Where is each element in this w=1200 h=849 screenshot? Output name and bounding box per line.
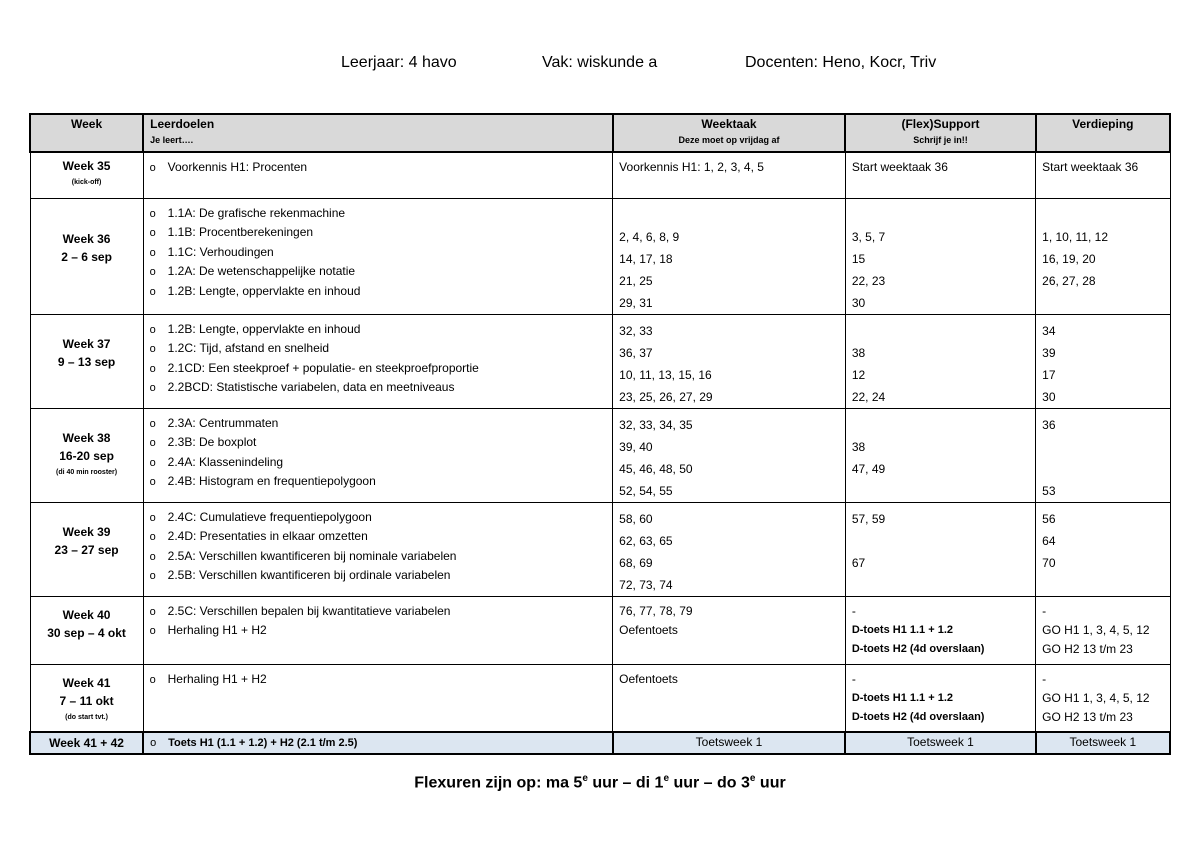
verdieping-cell <box>1036 314 1170 408</box>
verdieping-line <box>1042 292 1163 314</box>
week-dates: 2 – 6 sep <box>61 250 112 264</box>
week-note: (kick-off) <box>71 178 102 186</box>
week-label: Week 38 <box>62 430 111 445</box>
table-row <box>30 596 1170 664</box>
support-line: 38 <box>851 439 866 454</box>
table-row <box>30 408 1170 502</box>
goals-cell <box>143 664 613 732</box>
task-line: 14, 17, 18 <box>619 251 673 266</box>
goal-text: 2.5C: Verschillen bepalen bij kwantitatieve variabelen <box>167 603 451 618</box>
col-header-leerdoelen-title: Leerdoelen <box>150 117 215 131</box>
support-line <box>852 414 1029 436</box>
goal-item <box>150 320 607 340</box>
goal-item <box>150 621 607 641</box>
goals-cell <box>143 152 613 198</box>
task-line: 32, 33, 34, 35 <box>619 417 693 432</box>
goal-text: 2.5A: Verschillen kwantificeren bij nominale variabelen <box>167 548 457 563</box>
table-row <box>30 314 1170 408</box>
week-dates: 9 – 13 sep <box>57 355 116 369</box>
verdieping-line <box>1042 458 1163 480</box>
week-label: Week 40 <box>62 607 111 622</box>
support-line <box>852 480 1029 502</box>
goal-item <box>150 359 607 379</box>
goal-text: 2.3A: Centrummaten <box>167 415 279 430</box>
verdieping-line: GO H2 13 t/m 23 <box>1042 709 1133 724</box>
col-header-leerdoelen <box>143 114 613 152</box>
goal-item <box>150 602 607 622</box>
task-cell <box>613 152 846 198</box>
week-cell <box>30 664 143 732</box>
task-cell <box>613 664 846 732</box>
support-line: - <box>851 671 856 686</box>
verdieping-line <box>1042 436 1163 458</box>
verdieping-line: 56 <box>1042 511 1056 526</box>
goals-list <box>150 508 607 586</box>
task-line: 45, 46, 48, 50 <box>619 461 693 476</box>
goals-list <box>150 670 607 690</box>
verdieping-cell <box>1036 408 1170 502</box>
verdieping-line: 70 <box>1042 555 1056 570</box>
table-row <box>30 502 1170 596</box>
verdieping-line: GO H2 13 t/m 23 <box>1042 641 1133 656</box>
col-header-support-sub: Schrijf je in!! <box>913 134 968 145</box>
support-line: 22, 23 <box>851 273 886 288</box>
goal-text: 1.2A: De wetenschappelijke notatie <box>167 264 356 278</box>
goal-text: 1.1C: Verhoudingen <box>167 244 274 259</box>
week-label: Week 37 <box>62 336 111 351</box>
footer-sup-3: e <box>749 773 756 784</box>
goals-list <box>150 414 607 492</box>
week-dates: 16-20 sep <box>59 449 114 463</box>
goal-text: Voorkennis H1: Procenten <box>167 160 308 174</box>
goal-item <box>150 282 607 302</box>
footer-sup-2: e <box>663 773 670 784</box>
goal-item <box>150 378 607 398</box>
verdieping-line: 39 <box>1042 345 1056 360</box>
verdieping-line: 16, 19, 20 <box>1042 251 1096 266</box>
task-line: 29, 31 <box>619 295 653 310</box>
verdieping-line: 36 <box>1042 417 1056 432</box>
week-dates: 23 – 27 sep <box>54 543 119 557</box>
goals-list <box>150 204 607 302</box>
col-header-verdieping: Verdieping <box>1036 114 1170 152</box>
goal-text: 1.1B: Procentberekeningen <box>167 225 314 239</box>
goal-item <box>150 547 607 567</box>
task-line: 58, 60 <box>619 511 653 526</box>
col-header-week: Week <box>30 114 143 152</box>
task-line <box>619 204 839 226</box>
goals-cell <box>143 198 613 314</box>
goals-cell <box>143 596 613 664</box>
goal-item <box>150 339 607 359</box>
footer-prefix: Flexuren zijn op: ma 5 <box>414 774 583 792</box>
support-cell <box>845 198 1035 314</box>
goal-text: 1.2B: Lengte, oppervlakte en inhoud <box>167 283 361 298</box>
support-line: D-toets H2 (4d overslaan) <box>851 710 985 723</box>
support-cell <box>845 152 1035 198</box>
toetsweek-support: Toetsweek 1 <box>845 732 1035 754</box>
toetsweek-task: Toetsweek 1 <box>613 732 846 754</box>
goals-list <box>150 602 607 641</box>
vak-label: Vak: wiskunde a <box>542 54 658 71</box>
week-cell <box>30 152 143 198</box>
goal-text: 2.4D: Presentaties in elkaar omzetten <box>167 529 368 543</box>
verdieping-line: 26, 27, 28 <box>1042 273 1096 288</box>
goal-text: 1.2B: Lengte, oppervlakte en inhoud <box>167 321 361 336</box>
table-header-row <box>30 114 1170 152</box>
support-line: 57, 59 <box>851 511 886 526</box>
verdieping-cell <box>1036 502 1170 596</box>
toetsweek-week: Week 41 + 42 <box>30 732 143 754</box>
support-line <box>852 320 1029 342</box>
task-cell <box>613 596 846 664</box>
week-dates: 7 – 11 okt <box>59 694 114 708</box>
week-cell <box>30 198 143 314</box>
support-line <box>852 574 1029 596</box>
goal-item <box>150 566 607 586</box>
support-line: 67 <box>851 555 866 570</box>
docenten-label: Docenten: Heno, Kocr, Triv <box>745 54 937 71</box>
week-label: Week 41 <box>62 675 111 690</box>
support-line: D-toets H1 1.1 + 1.2 <box>851 691 953 704</box>
task-line: 23, 25, 26, 27, 29 <box>619 389 713 404</box>
week-note: (di 40 min rooster) <box>56 468 118 476</box>
verdieping-cell <box>1036 198 1170 314</box>
study-plan-table <box>29 113 1171 755</box>
verdieping-line <box>1042 574 1163 596</box>
task-line: 72, 73, 74 <box>619 577 673 592</box>
footer-mid-1: uur – di 1 <box>587 774 664 792</box>
week-cell <box>30 596 143 664</box>
goal-item <box>150 158 607 178</box>
support-cell <box>845 408 1035 502</box>
verdieping-line: 17 <box>1042 367 1056 382</box>
goal-text: 2.4A: Klassenindeling <box>167 454 284 469</box>
week-label: Week 36 <box>62 231 111 246</box>
support-line: 12 <box>851 367 866 382</box>
verdieping-cell <box>1036 596 1170 664</box>
support-cell <box>845 502 1035 596</box>
goal-text: 2.2BCD: Statistische variabelen, data en meetniveaus <box>167 380 455 394</box>
goal-text: 2.4C: Cumulatieve frequentiepolygoon <box>167 509 372 524</box>
toetsweek-goal-text: Toets H1 (1.1 + 1.2) + H2 (2.1 t/m 2.5) <box>168 737 358 749</box>
task-line: Oefentoets <box>619 671 678 686</box>
support-line: 22, 24 <box>851 389 886 404</box>
toetsweek-goal: o Toets H1 (1.1 + 1.2) + H2 (2.1 t/m 2.5) <box>143 732 613 754</box>
col-header-support <box>845 114 1035 152</box>
task-line: 36, 37 <box>619 345 653 360</box>
task-line: 2, 4, 6, 8, 9 <box>619 229 680 244</box>
verdieping-line <box>1042 204 1163 226</box>
week-label: Week 39 <box>62 524 111 539</box>
verdieping-cell <box>1036 152 1170 198</box>
goals-cell <box>143 408 613 502</box>
verdieping-cell <box>1036 664 1170 732</box>
task-cell <box>613 314 846 408</box>
task-line: 10, 11, 13, 15, 16 <box>619 367 712 382</box>
goal-item <box>150 670 607 690</box>
verdieping-line: 34 <box>1042 323 1056 338</box>
goals-list <box>150 320 607 398</box>
goals-list <box>150 158 607 178</box>
goal-text: 2.1CD: Een steekproef + populatie- en steekproefproportie <box>167 360 479 375</box>
goal-item <box>150 204 607 224</box>
goals-cell <box>143 502 613 596</box>
table-body <box>30 152 1170 732</box>
week-note: (do start tvt.) <box>65 713 108 721</box>
goal-item <box>150 472 607 492</box>
support-line <box>852 530 1029 552</box>
verdieping-line: 64 <box>1042 533 1056 548</box>
week-dates: 30 sep – 4 okt <box>47 626 126 640</box>
support-line: - <box>851 603 856 618</box>
task-line: 68, 69 <box>619 555 653 570</box>
support-line <box>852 204 1029 226</box>
task-line: 76, 77, 78, 79 <box>619 603 693 618</box>
support-cell <box>845 664 1035 732</box>
goal-item <box>150 243 607 263</box>
table-row <box>30 152 1170 198</box>
support-line: D-toets H2 (4d overslaan) <box>851 642 985 655</box>
toetsweek-row <box>30 732 1170 754</box>
support-line: D-toets H1 1.1 + 1.2 <box>851 623 953 636</box>
leerjaar-label: Leerjaar: 4 havo <box>341 54 457 71</box>
support-line: 15 <box>851 251 866 266</box>
task-line: 32, 33 <box>619 323 653 338</box>
verdieping-line: GO H1 1, 3, 4, 5, 12 <box>1042 622 1150 637</box>
col-header-weektaak-sub: Deze moet op vrijdag af <box>678 134 780 145</box>
goal-text: Herhaling H1 + H2 <box>167 671 267 686</box>
goal-item <box>150 223 607 243</box>
goal-text: 1.1A: De grafische rekenmachine <box>167 205 346 220</box>
table-row <box>30 198 1170 314</box>
goal-text: Herhaling H1 + H2 <box>167 623 267 637</box>
goal-text: 2.4B: Histogram en frequentiepolygoon <box>167 474 376 488</box>
task-line: 21, 25 <box>619 273 653 288</box>
week-cell <box>30 502 143 596</box>
support-line: 30 <box>851 295 866 310</box>
goal-item <box>150 433 607 453</box>
footer-mid-2: uur – do 3 <box>669 774 750 792</box>
flexuren-footer <box>0 773 1200 792</box>
task-line: Voorkennis H1: 1, 2, 3, 4, 5 <box>619 160 764 174</box>
support-cell <box>845 314 1035 408</box>
verdieping-line: - <box>1042 603 1047 618</box>
task-cell <box>613 198 846 314</box>
task-line: 39, 40 <box>619 439 653 454</box>
support-line: 47, 49 <box>851 461 886 476</box>
footer-suffix: uur <box>755 774 786 792</box>
verdieping-line: - <box>1042 671 1047 686</box>
verdieping-line: GO H1 1, 3, 4, 5, 12 <box>1042 690 1150 705</box>
task-line: Oefentoets <box>619 622 678 637</box>
footer-sup-1: e <box>582 773 588 784</box>
week-label: Week 35 <box>62 159 111 173</box>
goal-item <box>150 508 607 528</box>
goal-item <box>150 262 607 282</box>
verdieping-line: Start weektaak 36 <box>1042 160 1139 174</box>
goal-text: 1.2C: Tijd, afstand en snelheid <box>167 341 330 355</box>
week-cell <box>30 314 143 408</box>
goal-item <box>150 453 607 473</box>
week-cell <box>30 408 143 502</box>
verdieping-line: 30 <box>1042 389 1056 404</box>
task-line: 62, 63, 65 <box>619 533 673 548</box>
support-line: Start weektaak 36 <box>851 160 948 174</box>
verdieping-line: 1, 10, 11, 12 <box>1042 229 1108 244</box>
toetsweek-verdieping: Toetsweek 1 <box>1036 732 1170 754</box>
goal-text: 2.5B: Verschillen kwantificeren bij ordinale variabelen <box>167 568 451 582</box>
task-line: 52, 54, 55 <box>619 483 673 498</box>
goal-item <box>150 527 607 547</box>
col-header-leerdoelen-sub: Je leert…. <box>150 134 194 145</box>
support-cell <box>845 596 1035 664</box>
table-row <box>30 664 1170 732</box>
task-cell <box>613 408 846 502</box>
goals-cell <box>143 314 613 408</box>
goal-item <box>150 414 607 434</box>
col-header-support-title: (Flex)Support <box>901 117 980 131</box>
support-line: 38 <box>851 345 866 360</box>
goal-text: 2.3B: De boxplot <box>167 435 257 449</box>
task-cell <box>613 502 846 596</box>
support-line: 3, 5, 7 <box>851 229 886 244</box>
document-header <box>0 54 1200 78</box>
verdieping-line: 53 <box>1042 483 1056 498</box>
col-header-weektaak <box>613 114 846 152</box>
col-header-weektaak-title: Weektaak <box>701 117 757 131</box>
